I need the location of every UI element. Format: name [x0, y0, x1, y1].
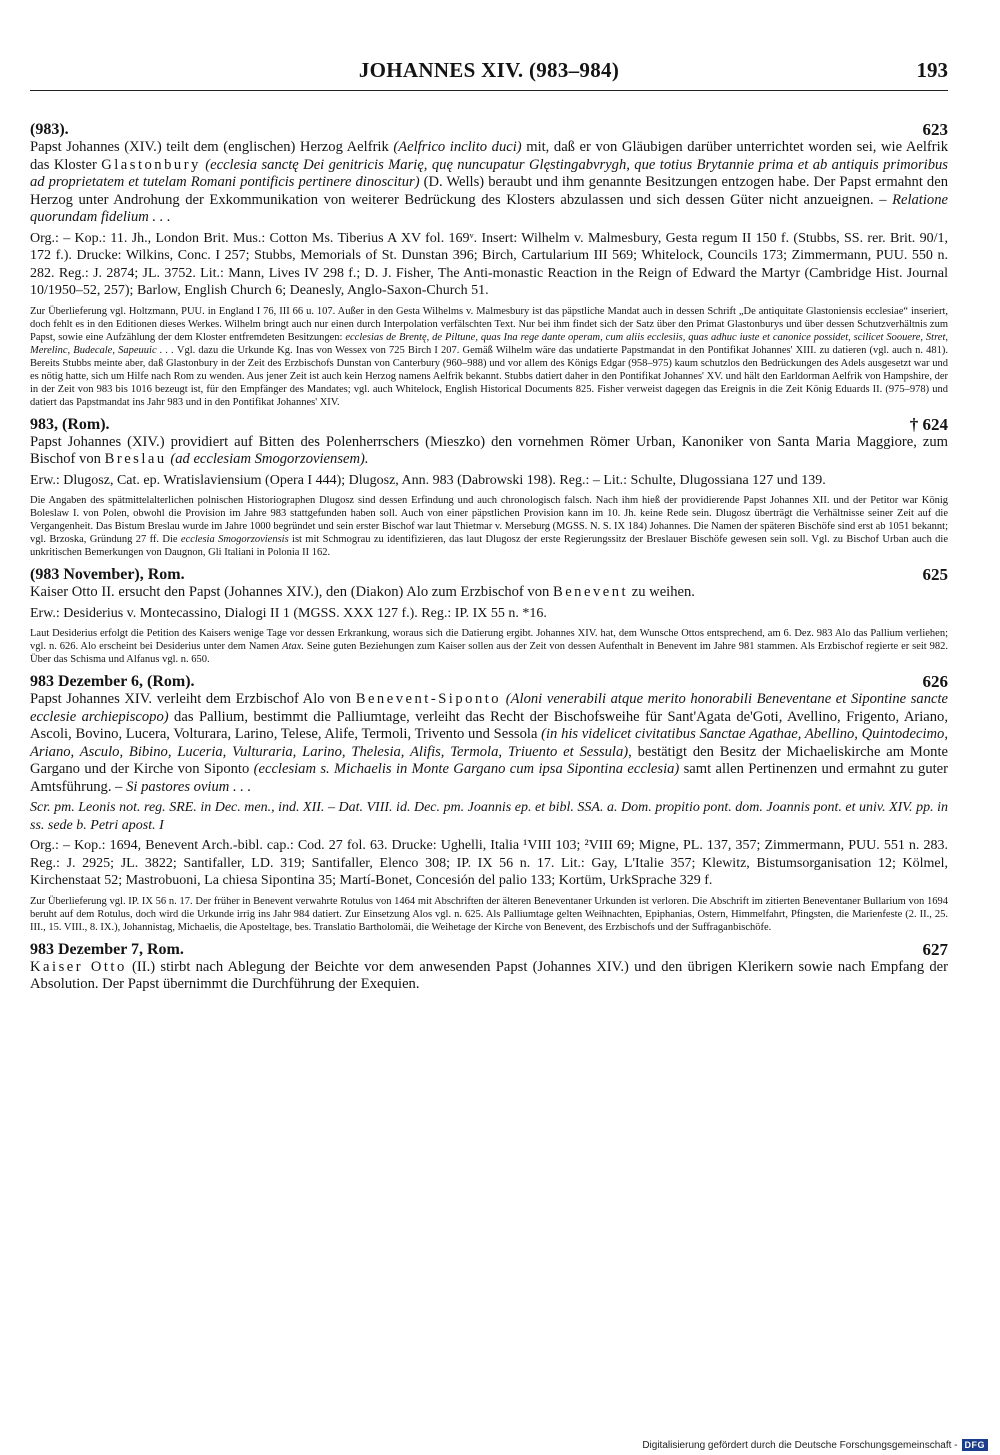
entry-summary [30, 434, 948, 469]
entry-heading [30, 120, 948, 139]
sources-block: Erw.: Desiderius v. Montecassino, Dialogi II 1 (MGSS. XXX 127 f.). Reg.: IP. IX 55 n. *16. [30, 605, 547, 621]
subscription-line [30, 799, 948, 834]
text-run: zu weihen. [628, 584, 695, 600]
entry-date: (983 November), Rom. [30, 566, 185, 583]
latin-quote: ecclesia Smogorzoviensis [180, 534, 289, 545]
text-run: Laut Desiderius erfolgt die Petition des Kaisers wenige Tage vor dessen Erkrankung, woraus sich die Datierung ergibt. Johannes XIV. hat, dem Wunsche Ottos entsprechend, am 6. Dez. 983 Alo das Pallium verliehen; vgl. n. 626. Alo erscheint bei Desiderius unter dem Namen [30, 628, 948, 652]
entry-626 [30, 672, 948, 934]
incipit: Si pastores ovium . . . [126, 778, 252, 795]
digitization-footer [642, 1439, 988, 1451]
dfg-logo: DFG [962, 1439, 989, 1451]
dating-clause: Scr. pm. Leonis not. reg. SRE. in Dec. men., ind. XII. – Dat. VIII. id. Dec. pm. Joannis ep. et bibl. SSA. a. Dom. propitio pont. dom. Joannis pont. et univ. XIV. pp. in ss. sede b. Petri apost. I [30, 800, 948, 833]
text-run: Papst Johannes (XIV.) teilt dem (englischen) Herzog Aelfrik [30, 139, 394, 155]
entry-date: (983). [30, 121, 69, 138]
place-name: Benevent-Siponto [355, 691, 502, 707]
entry-summary [30, 959, 948, 994]
text-run: Die Angaben des spätmittelalterlichen polnischen Historiographen Dlugosz sind dessen Erfindung und auch chronologisch falsch. Nach ihm hieß der providierende Papst Johannes XII. und der Petitor war König Boleslaw I. von Polen, obwohl die Provision im Jahre 983 stattgefunden haben soll. Auch von einer päpstlichen Provision kann im 10. Jh. keine Rede sein. Dlugosz überträgt die Verhältnisse seiner Zeit auf die Vergangenheit. Das Bistum Breslau wurde im Jahre 1000 begründet und sein erster Bischof war laut Thietmar v. Merseburg (MGSS. N. S. IX 184) Johannes. Die Namen der späteren Bischöfe sind erst ab 1051 bekannt; vgl. Brzoska, Gründung 27 ff. Die [30, 495, 948, 545]
entry-number: 627 [922, 939, 948, 959]
page-number: 193 [916, 58, 948, 82]
running-head [30, 58, 948, 91]
place-name: Benevent [552, 584, 629, 600]
latin-quote: (Aelfrico inclito duci) [393, 139, 522, 155]
commentary-note [30, 305, 948, 409]
entry-number: 623 [922, 120, 948, 139]
entry-summary [30, 139, 948, 227]
text-run: Papst Johannes (XIV.) providiert auf Bitten des Polenherrschers (Mieszko) den vornehmen Römer Urban, Kanoniker von Santa Maria Maggiore, zum Bischof von [30, 433, 948, 467]
text-run: , bestätigt den Besitz der Michaeliskirche am Monte Gargano und der Kirche von Siponto [30, 743, 948, 777]
latin-quote: (in his videlicet civitatibus Sanctae Agathae, Abellino, Quintodecimo, Ariano, Asculo, Bibino, Luceria, Vulturaria, Larino, Thelesia, Alifis, Termola, Triuento et Sessula) [30, 726, 948, 760]
text-run: (D. Wells) beraubt und ihm genannte Besitzungen entzogen habe. Der Papst ermahnt den Herzog unter Androhung der Exkommunikation von weiterer Bedrückung des Klosters abzulassen und sich dessen Güter nicht anzueignen. – [30, 174, 949, 208]
entry-date: 983 Dezember 7, Rom. [30, 940, 184, 958]
incipit: Relatione quorundam fidelium . . . [30, 191, 948, 225]
latin-quote: ecclesias de Brentę, de Piltune, quas Ina rege dante operam, cum aliis ecclesiis, quas adhuc iuste et canonice possidet, scilicet Soouere, Stret, Merelinc, Budecale, Sapeuuic . . . [30, 331, 948, 356]
place-name: Glastonbury [101, 156, 201, 173]
entry-heading [30, 565, 948, 584]
entry-number: 626 [922, 672, 948, 691]
text-run: mit, daß er von Gläubigen darüber unterrichtet worden sei, wie Aelfrik das Kloster [30, 139, 948, 173]
entry-date: 983, (Rom). [30, 415, 110, 433]
sources-block: Erw.: Dlugosz, Cat. ep. Wratislaviensium (Opera I 444); Dlugosz, Ann. 983 (Dabrowski 198). Reg.: – Lit.: Schulte, Dlugossiana 127 und 139. [30, 472, 826, 488]
text-run: Papst Johannes XIV. verleiht dem Erzbischof Alo von [30, 691, 356, 707]
running-title: JOHANNES XIV. (983–984) [358, 58, 620, 82]
text-run: Zur Überlieferung vgl. Holtzmann, PUU. in England I 76, III 66 u. 107. Außer in den Gesta Wilhelms v. Malmesbury ist das päpstliche Mandat auch in dessen Schrift „De antiquitate Glastoniensis ecclesiae“ inseriert, doch fehlt es in den Editionen dieses Werkes. Wilhelm bringt auch nur einen durch Interpolation verfälschten Text. Nur bei ihm findet sich der Satz über den Primat Glastonburys und über dessen Schutzverhältnis zum Papst, sowie eine Aufzählung der dem Kloster entfremdeten Besitzungen: [30, 305, 948, 343]
text-run: Seine guten Beziehungen zum Kaiser sollen aus der Zeit von dessen Aufenthalt in Benevent im Jahre 981 stammen. Als Erzbischof regierte er seit 982. Über das Schisma und Alfanus vgl. n. 650. [30, 641, 948, 665]
place-name: Breslau [104, 451, 167, 467]
text-run: Kaiser Otto II. ersucht den Papst (Johannes XIV.), den (Diakon) Alo zum Erzbischof von [30, 584, 553, 600]
entry-date: 983 Dezember 6, (Rom). [30, 673, 195, 690]
entry-number: 625 [922, 565, 948, 584]
latin-quote: (ecclesiam s. Michaelis in Monte Gargano cum ipsa Sipontina ecclesia) [253, 761, 680, 777]
commentary-note: Zur Überlieferung vgl. IP. IX 56 n. 17. Der früher in Benevent verwahrte Rotulus von 1464 mit Abschriften der älteren Beneventaner Urkunden ist verloren. Die Abschrift im zitierten Beneventaner Bullarium von 1694 beruht auf dem Rotulus, doch wird die Urkunde irrig ins Jahr 984 datiert. Zur Einsetzung Alos vgl. n. 625. Als Palliumtage gelten Weihnachten, Epiphanias, Ostern, Himmelfahrt, Pfingsten, die Marienfeste (2. II., 25. III., 15. VIII., 8. IX.), Johannistag, Michaelis, die Aposteltage, bes. Translatio Bartholomäi, die Weihetage der Kirche von Benevent, des Erzbischofs und der Suffraganbischöfe. [30, 895, 948, 933]
latin-quote: Atax. [282, 641, 304, 652]
entry-625 [30, 565, 948, 666]
person-name: Kaiser Otto [30, 958, 127, 975]
entry-624 [30, 415, 948, 560]
footer-text: Digitalisierung gefördert durch die Deutsche Forschungsgemeinschaft - [642, 1439, 958, 1451]
latin-quote: (ecclesia sanctę Dei genitricis Marię, quę nuncupatur Glęstingabvrygh, que totius Brytannie prima et ab antiquis primoribus ad proprietatem et tutelam Romani pontificis pertinere dinoscitur) [30, 156, 948, 190]
commentary-note [30, 627, 948, 666]
text-run: samt allen Pertinenzen und ermahnt zu guter Amtsführung. – [30, 761, 949, 795]
entry-heading [30, 415, 948, 434]
text-run: (II.) stirbt nach Ablegung der Beichte vor dem anwesenden Papst (Johannes XIV.) und den übrigen Klerikern sowie nach Empfang der Absolution. Der Papst übernimmt die Durchführung der Exequien. [30, 958, 949, 992]
latin-quote: (Aloni venerabili atque merito honorabili Beneventane et Sipontine sancte ecclesie archiepiscopo) [30, 691, 948, 725]
entry-number: † 624 [909, 414, 948, 434]
page-content [30, 120, 948, 1000]
text-run: Vgl. dazu die Urkunde Kg. Inas von Wessex von 725 Birch I 207. Gemäß Wilhelm wäre das undatierte Papstmandat in den Pontifikat Johannes' XIII. zu datieren (vgl. auch n. 481). Bereits Stubbs meinte aber, daß Glastonbury in der Zeit des Erzbischofs Dunstan von Canterbury (960–988) und vor allem des Königs Edgar (958–975) kaum schutzlos den Bedrückungen des Adels ausgesetzt war und es nötig hatte, sich um Hilfe nach Rom zu wenden. Aus jener Zeit ist auch kein Herzog namens Aelfrik bekannt. Stubbs datiert daher in den Pontifikat Johannes' XV. und hält den Earldorman Aelfrik von Hampshire, der in der Zeit von 983 bis 1016 bezeugt ist, für den Empfänger des Mandates; vgl. auch Whitelock, English Historical Documents 825. Fisher verweist dagegen das Ereignis in die Zeit König Eduards II. (975–978) und datiert das Papstmandat ins Jahr 983 und in den Pontifikat Johannes' XIV. [30, 344, 948, 408]
entry-623 [30, 120, 948, 409]
commentary-note [30, 494, 948, 559]
latin-quote: (ad ecclesiam Smogorzoviensem). [170, 451, 369, 467]
text-run: das Pallium, bestimmt die Palliumtage, verleiht das Recht der Bischofsweihe für Sant'Agata de'Goti, Avellino, Frigento, Ariano, Ascoli, Bovino, Lucera, Volturara, Larino, Telese, Alife, Termoli, Trivento und Sessola [30, 708, 948, 742]
entry-summary [30, 584, 948, 602]
sources-block: Org.: – Kop.: 1694, Benevent Arch.-bibl. cap.: Cod. 27 fol. 63. Drucke: Ughelli, Italia ¹VIII 103; ²VIII 69; Migne, PL. 137, 357; Zimmermann, PUU. 551 n. 283. Reg.: J. 2925; JL. 3822; Santifaller, LD. 319; Santifaller, Elenco 308; IP. IX 56 n. 17. Lit.: Gay, L'Italie 357; Klewitz, Bistumsorganisation 12; Kölmel, Kirchenstaat 52; Mastrobuoni, La chiesa Sipontina 35; Martí-Bonet, Concesión del palio 133; Kortüm, UrkSprache 329 f. [30, 838, 948, 888]
entry-summary [30, 691, 948, 796]
entry-heading [30, 672, 948, 691]
entry-heading [30, 940, 948, 959]
sources-block: Org.: – Kop.: 11. Jh., London Brit. Mus.: Cotton Ms. Tiberius A XV fol. 169ᵛ. Insert: Wilhelm v. Malmesbury, Gesta regum II 150 f. (Stubbs, SS. rer. Brit. 90/1, 172 f.). Drucke: Wilkins, Conc. I 257; Stubbs, Memorials of St. Dunstan 396; Birch, Cartularium III 569; Whitelock, Councils 173; Zimmermann, PUU. 550 n. 282. Reg.: J. 2874; JL. 3752. Lit.: Mann, Lives IV 298 f.; D. J. Fisher, The Anti-monastic Reaction in the Reign of Edward the Martyr (Cambridge Hist. Journal 10/1950–52, 257); Barlow, English Church 6; Deanesly, Anglo-Saxon-Church 51. [30, 230, 948, 298]
entry-627 [30, 940, 948, 994]
text-run: ist mit Schmograu zu identifizieren, das laut Dlugosz der erste Regierungssitz der Breslauer Bischöfe gewesen sein soll. Vgl. zu Bischof Urban auch die unkritischen Bemerkungen von Daugnon, Gli Italiani in Polonia II 162. [30, 534, 949, 558]
